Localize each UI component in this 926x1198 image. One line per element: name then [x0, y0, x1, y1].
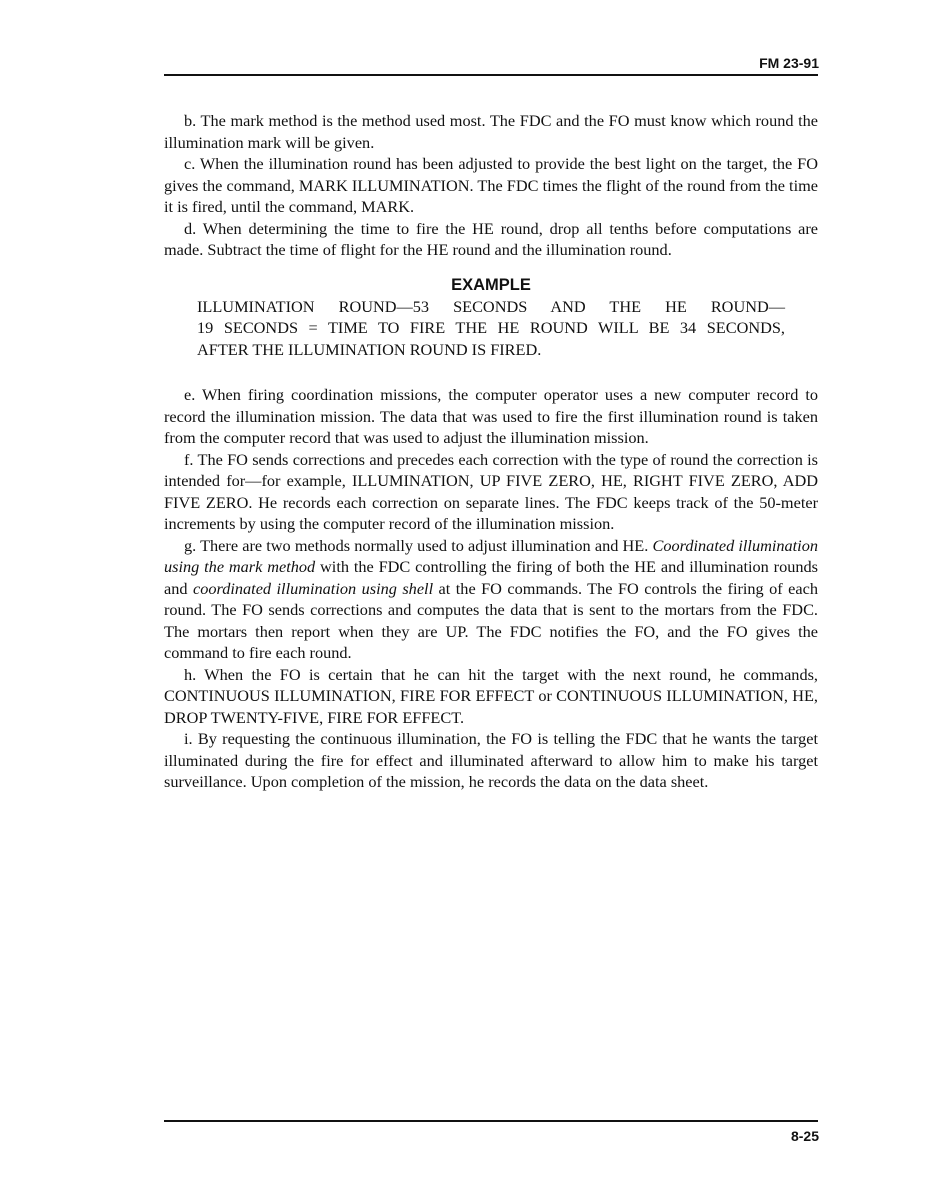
- example-line-1: ILLUMINATION ROUND—53 SECONDS AND THE HE ROUND—: [197, 296, 785, 316]
- example-box: [197, 275, 785, 361]
- header-rule: [164, 74, 818, 76]
- paragraph-g: [164, 535, 818, 664]
- page-number: 8-25: [790, 1128, 819, 1144]
- paragraph-g-tail: at the FO commands. The FO controls the firing of each round. The FO sends corrections and computes the data that is sent to the mortars from the FDC. The mortars then report when they are UP. The FDC notifies the FO, and the FO gives the command to fire each round.: [164, 578, 818, 662]
- paragraph-c: c. When the illumination round has been adjusted to provide the best light on the target, the FO gives the command, MARK ILLUMINATION. The FDC times the flight of the round from the time it is fired, until the command, MARK.: [164, 154, 818, 216]
- paragraph-g-italic-2: coordinated illumination using shell: [192, 578, 434, 598]
- footer-rule: [164, 1120, 818, 1122]
- paragraph-d: d. When determining the time to fire the HE round, drop all tenths before computations are made. Subtract the time of flight for the HE round and the illumination round.: [164, 218, 818, 259]
- manual-id-header: FM 23-91: [759, 55, 819, 71]
- paragraph-g-mid: with the FDC controlling the firing of both the HE and illumination rounds and: [164, 557, 818, 598]
- paragraph-i: i. By requesting the continuous illumination, the FO is telling the FDC that he wants the target illuminated during the fire for effect and illuminated afterward to allow him to make his target surveillance. Upon completion of the mission, he records the data on the data sheet.: [164, 729, 818, 791]
- example-line-2: 19 SECONDS = TIME TO FIRE THE HE ROUND WILL BE 34 SECONDS,: [197, 318, 785, 337]
- paragraph-e: e. When firing coordination missions, the computer operator uses a new computer record to record the illumination mission. The data that was used to fire the first illumination round is taken from the computer record that was used to adjust the illumination mission.: [164, 385, 818, 447]
- example-line-3: AFTER THE ILLUMINATION ROUND IS FIRED.: [197, 339, 542, 359]
- paragraph-f: f. The FO sends corrections and precedes each correction with the type of round the correction is intended for—for example, ILLUMINATION, UP FIVE ZERO, HE, RIGHT FIVE ZERO, ADD FIVE ZERO. He records each correction on separate lines. The FDC keeps track of the 50-meter increments by using the computer record of the illumination mission.: [164, 449, 818, 533]
- paragraph-g-lead: g. There are two methods normally used to adjust illumination and HE.: [184, 535, 653, 555]
- body-text: [164, 110, 818, 793]
- example-title: EXAMPLE: [451, 275, 531, 294]
- paragraph-h: h. When the FO is certain that he can hit the target with the next round, he commands, CONTINUOUS ILLUMINATION, FIRE FOR EFFECT or CONTINUOUS ILLUMINATION, HE, DROP TWENTY-FIVE, FIRE FOR EFFECT.: [164, 664, 818, 727]
- example-text: [197, 296, 785, 361]
- paragraph-g-italic-1: Coordinated illumination using the mark method: [164, 535, 818, 576]
- paragraph-b: b. The mark method is the method used most. The FDC and the FO must know which round the illumination mark will be given.: [164, 111, 818, 152]
